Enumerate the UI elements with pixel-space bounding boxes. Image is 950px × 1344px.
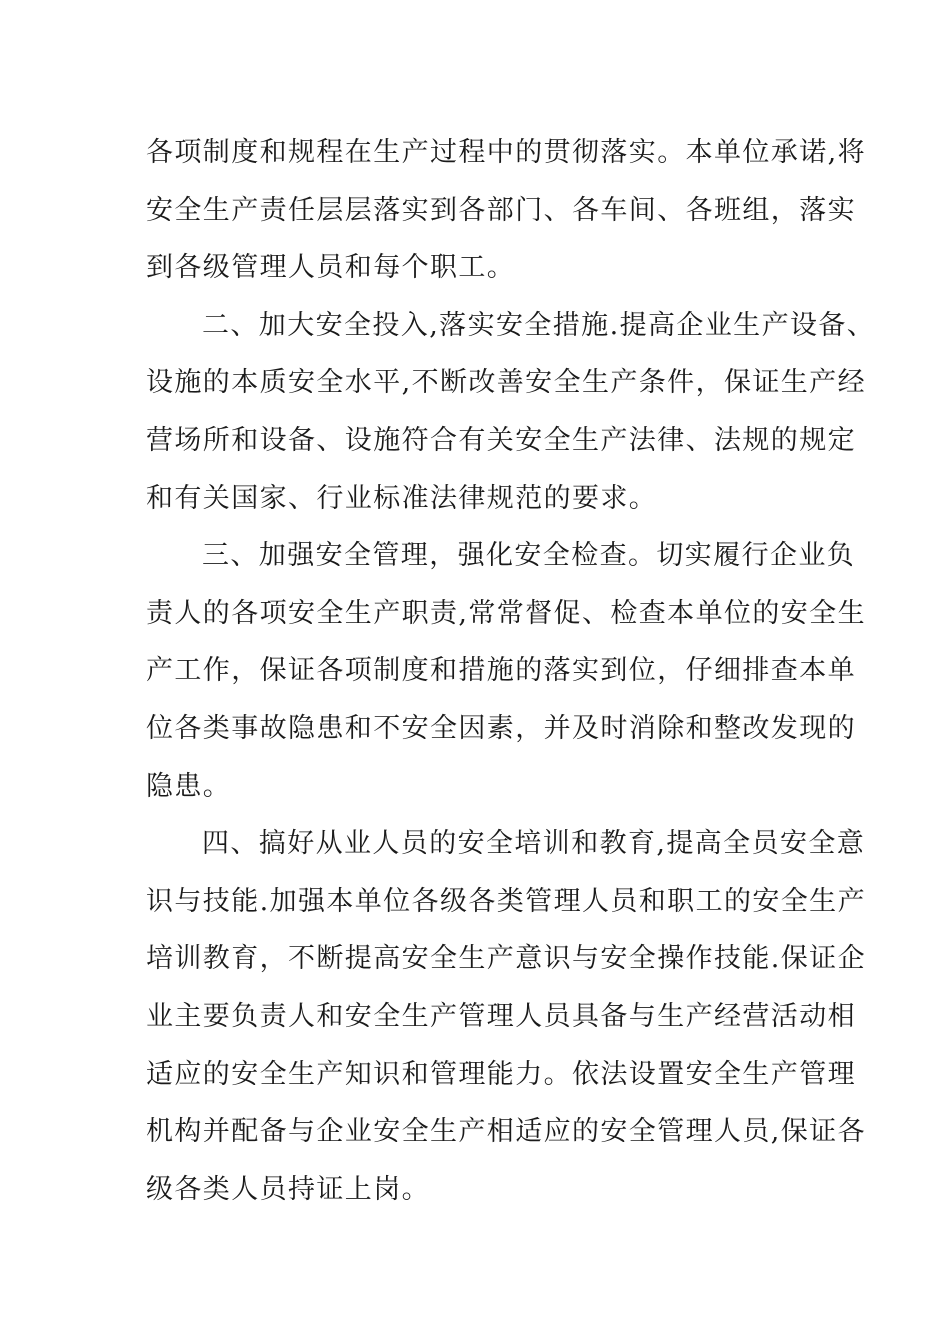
text-line: 位各类事故隐患和不安全因素，并及时消除和整改发现的 [146, 712, 856, 744]
paragraph-safety-investment [146, 297, 876, 527]
text-line: 培训教育，不断提高安全生产意识与安全操作技能.保证企 [146, 943, 866, 975]
paragraph-safety-training [146, 815, 866, 1218]
document-body [146, 124, 876, 1218]
paragraph-safety-management [146, 527, 866, 815]
paragraph-responsibility-continuation [146, 124, 866, 297]
text-line: 识与技能.加强本单位各级各类管理人员和职工的安全生产 [146, 885, 866, 917]
text-line: 和有关国家、行业标准法律规范的要求。 [146, 482, 658, 514]
text-line: 业主要负责人和安全生产管理人员具备与生产经营活动相 [146, 1000, 856, 1032]
text-line: 产工作，保证各项制度和措施的落实到位，仔细排查本单 [146, 655, 856, 687]
text-line: 适应的安全生产知识和管理能力。依法设置安全生产管理 [146, 1058, 856, 1090]
text-line: 责人的各项安全生产职责,常常督促、检查本单位的安全生 [146, 597, 866, 629]
text-line: 各项制度和规程在生产过程中的贯彻落实。本单位承诺,将 [146, 137, 866, 168]
text-line: 三、加强安全管理，强化安全检查。切实履行企业负 [202, 540, 856, 572]
text-line: 四、搞好从业人员的安全培训和教育,提高全员安全意 [202, 828, 866, 860]
text-line: 机构并配备与企业安全生产相适应的安全管理人员,保证各 [146, 1116, 866, 1148]
text-line: 二、加大安全投入,落实安全措施.提高企业生产设备、 [202, 309, 876, 341]
text-line: 设施的本质安全水平,不断改善安全生产条件，保证生产经 [146, 367, 866, 399]
text-line: 营场所和设备、设施符合有关安全生产法律、法规的规定 [146, 424, 856, 456]
text-line: 级各类人员持证上岗。 [146, 1173, 430, 1205]
text-line: 到各级管理人员和每个职工。 [146, 252, 516, 284]
text-line: 安全生产责任层层落实到各部门、各车间、各班组，落实 [146, 194, 856, 226]
text-line: 隐患。 [146, 770, 232, 802]
